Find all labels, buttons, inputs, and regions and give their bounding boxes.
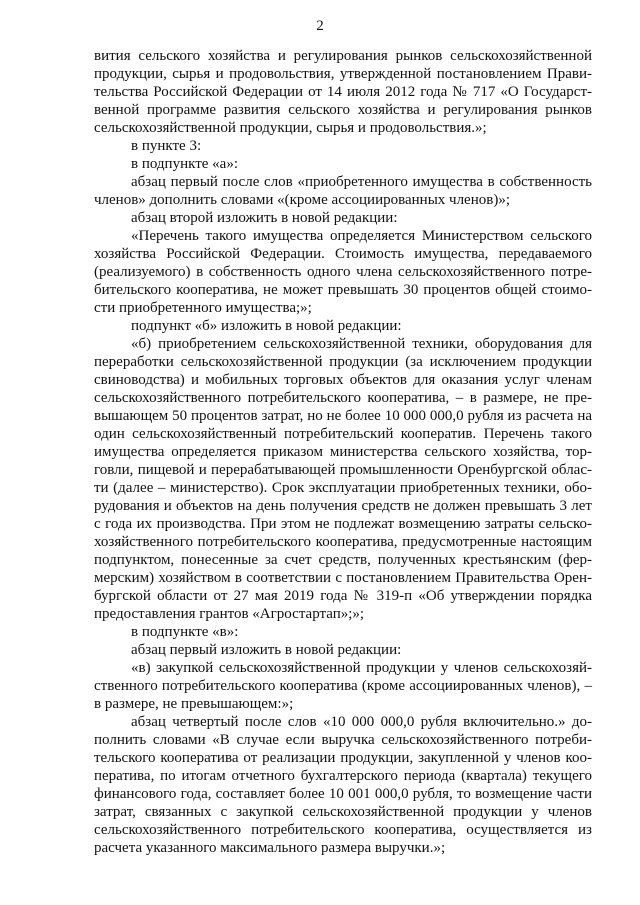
text-line: венной программе развития сельского хозяйства и регулирования рынков [94,102,592,118]
text-line: бургской области от 27 мая 2019 года № 319-п «Об утверждении порядка [94,588,592,604]
text-line: с года их производства. При этом не подлежат возмещению затраты сельско- [94,516,592,532]
text-line: имущества определяется приказом министерства сельского хозяйства, тор- [94,444,592,460]
text-line: бительского кооператива, не может превышать 30 процентов общей стоимо- [94,282,592,298]
text-line: рудования и объектов на день получения средств не должен превышать 3 лет [94,498,592,514]
text-line: свиноводства) и мобильных торговых объектов для оказания услуг членам [94,372,592,388]
text-line: абзац второй изложить в новой редакции: [131,210,398,226]
text-line: хозяйственного потребительского кооператива, предусмотренные настоящим [94,534,592,550]
text-line: переработки сельскохозяйственной продукции (за исключением продукции [94,354,592,370]
text-line: финансового года, составляет более 10 001 000,0 рубля, то возмещение части [94,786,592,802]
text-line: сельскохозяйственного потребительского кооператива, осуществляется из [94,822,592,838]
text-line: «Перечень такого имущества определяется Министерством сельского [131,228,592,244]
text-line: вышающем 50 процентов затрат, но не более 10 000 000,0 рубля из расчета на [94,408,592,424]
text-line: хозяйства Российской Федерации. Стоимость имущества, передаваемого [94,246,592,262]
text-line: ственного потребительского кооператива (кроме ассоциированных членов), – [94,678,592,694]
text-line: в размере, не превышающем:»; [94,696,294,712]
text-line: сельскохозяйственного потребительского кооператива, – в размере, не пре- [94,390,592,406]
text-line: говли, пищевой и перерабатывающей промышленности Оренбургской облас- [94,462,592,478]
text-line: полнить словами «В случае если выручка сельскохозяйственного потреби- [94,732,592,748]
text-line: подпунктом, понесенные за счет средств, полученных крестьянским (фер- [94,552,592,568]
text-line: один сельскохозяйственный потребительский кооператив. Перечень такого [94,426,592,442]
text-line: абзац четвертый после слов «10 000 000,0 рубля включительно.» до- [131,714,592,730]
text-line: абзац первый изложить в новой редакции: [131,642,402,658]
text-line: (реализуемого) в собственность одного члена сельскохозяйственного потре- [94,264,592,280]
text-line: «б) приобретением сельскохозяйственной техники, оборудования для [131,336,592,352]
text-line: в пункте 3: [131,138,202,154]
text-line: «в) закупкой сельскохозяйственной продукции у членов сельскохозяй- [131,660,592,676]
text-line: абзац первый после слов «приобретенного имущества в собственность [131,174,592,190]
text-line: в подпункте «а»: [131,156,238,172]
text-line: сти приобретенного имущества;»; [94,300,312,316]
text-line: сельскохозяйственной продукции, сырья и продовольствия.»; [94,120,487,136]
text-line: расчета указанного максимального размера выручки.»; [94,840,446,856]
text-line: ти (далее – министерство). Срок эксплуатации приобретенных техники, обо- [94,480,592,496]
text-line: предоставления грантов «Агростартап»;»; [94,606,365,622]
text-line: затрат, связанных с закупкой сельскохозяйственной продукции у членов [94,804,592,820]
text-line: вития сельского хозяйства и регулирования рынков сельскохозяйственной [94,48,592,64]
text-line: тельства Российской Федерации от 14 июля 2012 года № 717 «О Государст- [94,84,592,100]
text-line: в подпункте «в»: [131,624,239,640]
text-line: тельского кооператива от реализации продукции, закупленной у членов коо- [94,750,592,766]
text-line: членов» дополнить словами «(кроме ассоциированных членов)»; [94,192,510,208]
page-number: 2 [316,18,324,34]
text-line: мерским) хозяйством в соответствии с постановлением Правительства Орен- [94,570,592,586]
text-line: продукции, сырья и продовольствия, утвержденной постановлением Прави- [94,66,592,82]
text-line: подпункт «б» изложить в новой редакции: [131,318,402,334]
text-line: ператива, по итогам отчетного бухгалтерского периода (квартала) текущего [94,768,592,784]
